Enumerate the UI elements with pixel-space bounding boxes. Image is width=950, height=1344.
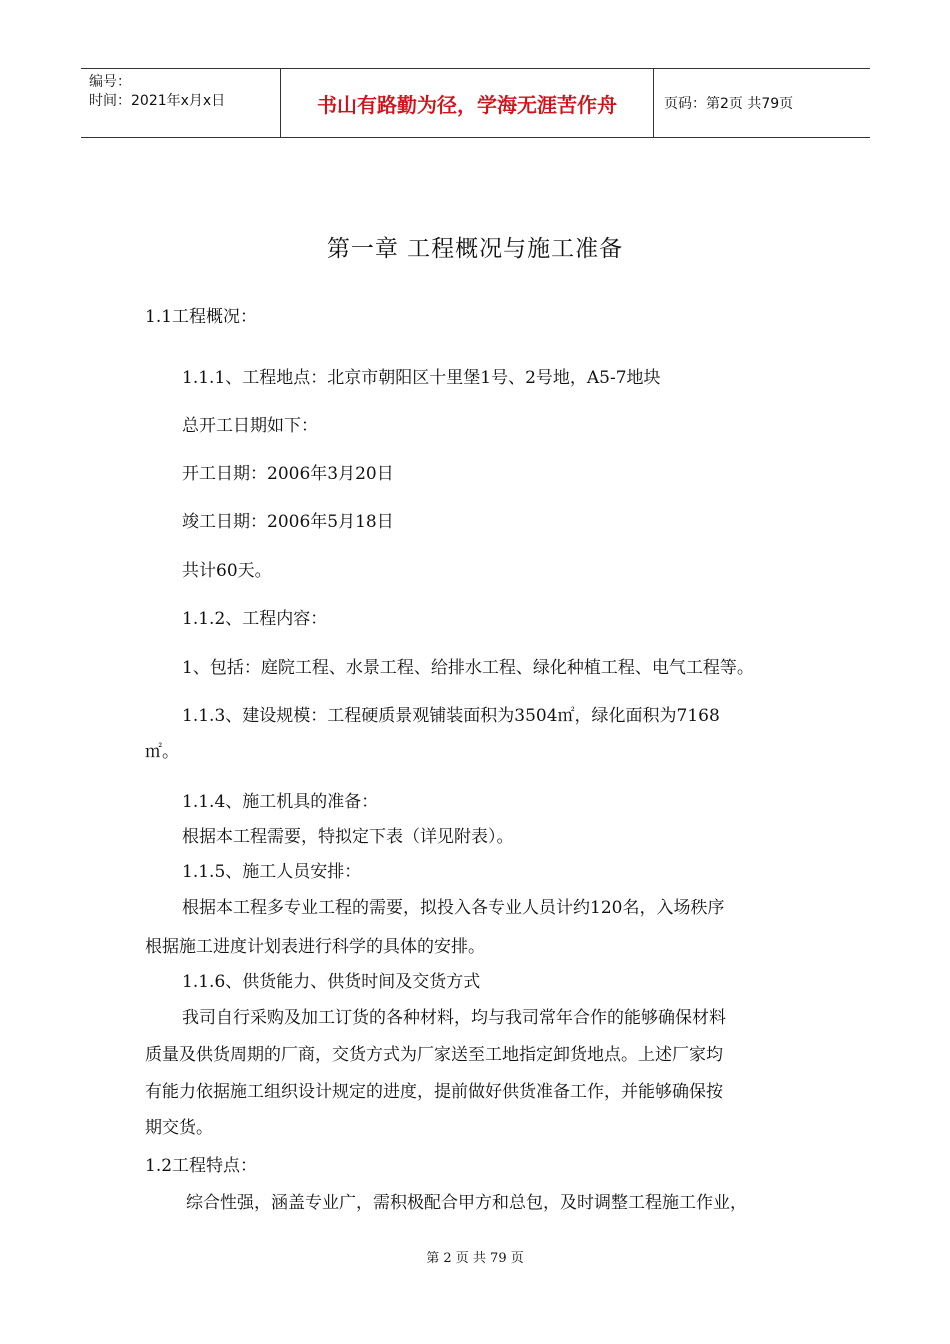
header-number: 编号： xyxy=(89,74,131,90)
paragraph-end-date: 竣工日期：2006年5月18日 xyxy=(182,512,394,532)
paragraph-1-1-6-line2: 质量及供货周期的厂商，交货方式为厂家送至工地指定卸货地点。上述厂家均 xyxy=(145,1045,723,1065)
page-header xyxy=(81,68,870,138)
paragraph-1-1-5-line1: 根据本工程多专业工程的需要，拟投入各专业人员计约120名，入场秩序 xyxy=(182,898,725,918)
paragraph-1-1-6-line4: 期交货。 xyxy=(145,1118,213,1138)
paragraph-1-1-6-line1: 我司自行采购及加工订货的各种材料，均与我司常年合作的能够确保材料 xyxy=(182,1008,726,1028)
paragraph-total-days: 共计60天。 xyxy=(182,561,272,581)
header-time: 时间：2021年x月x日 xyxy=(89,93,226,109)
chapter-title: 第一章 工程概况与施工准备 xyxy=(326,236,624,262)
paragraph-1-1-6: 1.1.6、供货能力、供货时间及交货方式 xyxy=(182,972,481,992)
paragraph-1-1-1: 1.1.1、工程地点：北京市朝阳区十里堡1号、2号地，A5-7地块 xyxy=(182,368,661,388)
section-heading-1-2: 1.2工程特点： xyxy=(145,1156,258,1176)
paragraph-content-item: 1、包括：庭院工程、水景工程、给排水工程、绿化种植工程、电气工程等。 xyxy=(182,658,754,678)
paragraph-1-1-5-line2: 根据施工进度计划表进行科学的具体的安排。 xyxy=(145,937,485,957)
paragraph-total-start: 总开工日期如下： xyxy=(182,416,318,436)
header-meta xyxy=(81,69,281,137)
paragraph-1-1-3-line1: 1.1.3、建设规模：工程硬质景观铺装面积为3504㎡，绿化面积为7168 xyxy=(182,706,720,726)
header-page-info: 页码：第2页 共79页 xyxy=(664,96,794,112)
paragraph-1-1-4-text: 根据本工程需要，特拟定下表（详见附表）。 xyxy=(182,827,514,847)
paragraph-1-1-2: 1.1.2、工程内容： xyxy=(182,609,328,629)
paragraph-1-1-4: 1.1.4、施工机具的准备： xyxy=(182,792,379,812)
paragraph-1-2-line1: 综合性强，涵盖专业广，需积极配合甲方和总包，及时调整工程施工作业， xyxy=(186,1193,747,1213)
header-slogan: 书山有路勤为径，学海无涯苦作舟 xyxy=(281,69,654,137)
paragraph-1-1-5: 1.1.5、施工人员安排： xyxy=(182,862,362,882)
paragraph-1-1-6-line3: 有能力依据施工组织设计规定的进度，提前做好供货准备工作，并能够确保按 xyxy=(145,1082,723,1102)
paragraph-start-date: 开工日期：2006年3月20日 xyxy=(182,464,394,484)
paragraph-1-1-3-line2: ㎡。 xyxy=(145,742,179,762)
section-heading-1-1: 1.1工程概况： xyxy=(145,307,258,327)
page-footer: 第 2 页 共 79 页 xyxy=(426,1251,524,1266)
